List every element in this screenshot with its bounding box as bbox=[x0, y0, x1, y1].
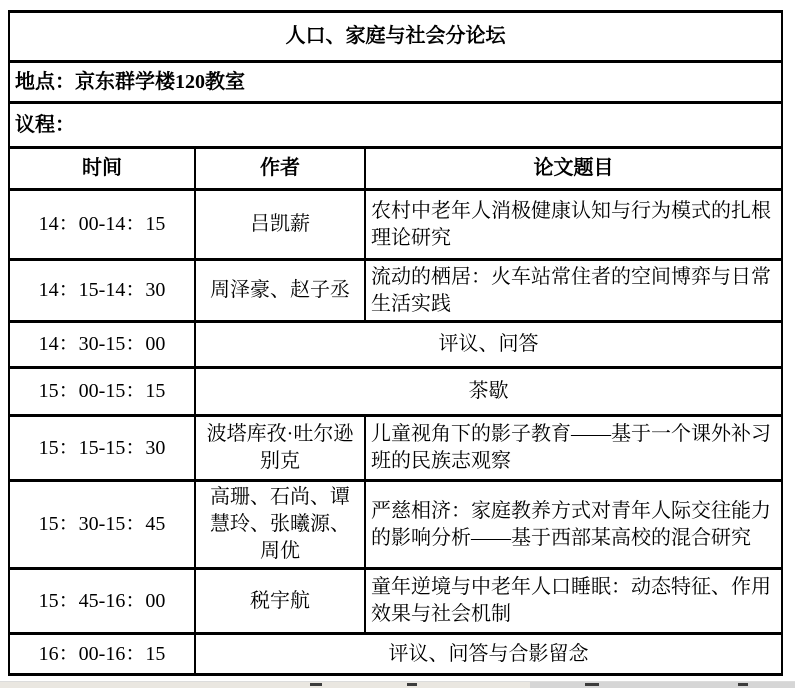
table-row bbox=[9, 62, 782, 103]
table-row bbox=[9, 634, 782, 675]
col-header-time: 时间 bbox=[9, 148, 195, 190]
author-cell: 周泽豪、赵子丞 bbox=[195, 260, 365, 322]
time-cell: 15：15-15：30 bbox=[9, 416, 195, 481]
session-activity-cell: 评议、问答 bbox=[195, 322, 782, 368]
time-cell: 16：00-16：15 bbox=[9, 634, 195, 675]
time-cell: 14：30-15：00 bbox=[9, 322, 195, 368]
session-activity-cell: 评议、问答与合影留念 bbox=[195, 634, 782, 675]
col-header-author: 作者 bbox=[195, 148, 365, 190]
paper-title-cell: 童年逆境与中老年人口睡眠：动态特征、作用效果与社会机制 bbox=[365, 569, 782, 634]
time-cell: 15：00-15：15 bbox=[9, 368, 195, 416]
table-row bbox=[9, 322, 782, 368]
table-row bbox=[9, 416, 782, 481]
author-cell: 吕凯薪 bbox=[195, 190, 365, 260]
paper-title-cell: 严慈相济：家庭教养方式对青年人际交往能力的影响分析——基于西部某高校的混合研究 bbox=[365, 481, 782, 569]
artifact-mark bbox=[407, 683, 417, 686]
time-cell: 14：15-14：30 bbox=[9, 260, 195, 322]
artifact-mark bbox=[738, 683, 748, 686]
table-row bbox=[9, 569, 782, 634]
col-header-paper: 论文题目 bbox=[365, 148, 782, 190]
paper-title-cell: 农村中老年人消极健康认知与行为模式的扎根理论研究 bbox=[365, 190, 782, 260]
table-header-row bbox=[9, 148, 782, 190]
table-row bbox=[9, 103, 782, 148]
paper-title-cell: 儿童视角下的影子教育——基于一个课外补习班的民族志观察 bbox=[365, 416, 782, 481]
artifact-mark bbox=[585, 683, 599, 686]
author-cell: 高珊、石尚、谭慧玲、张曦源、周优 bbox=[195, 481, 365, 569]
table-row bbox=[9, 12, 782, 62]
time-cell: 15：45-16：00 bbox=[9, 569, 195, 634]
strip-segment bbox=[0, 682, 530, 688]
author-cell: 税宇航 bbox=[195, 569, 365, 634]
paper-title-cell: 流动的栖居：火车站常住者的空间博弈与日常生活实践 bbox=[365, 260, 782, 322]
strip-segment bbox=[530, 682, 795, 688]
time-cell: 14：00-14：15 bbox=[9, 190, 195, 260]
location-label: 地点：京东群学楼120教室 bbox=[9, 62, 782, 103]
table-row bbox=[9, 481, 782, 569]
time-cell: 15：30-15：45 bbox=[9, 481, 195, 569]
author-cell: 波塔库孜·吐尔逊别克 bbox=[195, 416, 365, 481]
session-activity-cell: 茶歇 bbox=[195, 368, 782, 416]
table-row bbox=[9, 260, 782, 322]
agenda-label: 议程： bbox=[9, 103, 782, 148]
page-bottom-strip bbox=[0, 681, 795, 688]
table-row bbox=[9, 190, 782, 260]
forum-title: 人口、家庭与社会分论坛 bbox=[9, 12, 782, 62]
forum-schedule-table bbox=[8, 10, 783, 676]
artifact-mark bbox=[310, 683, 322, 686]
table-row bbox=[9, 368, 782, 416]
